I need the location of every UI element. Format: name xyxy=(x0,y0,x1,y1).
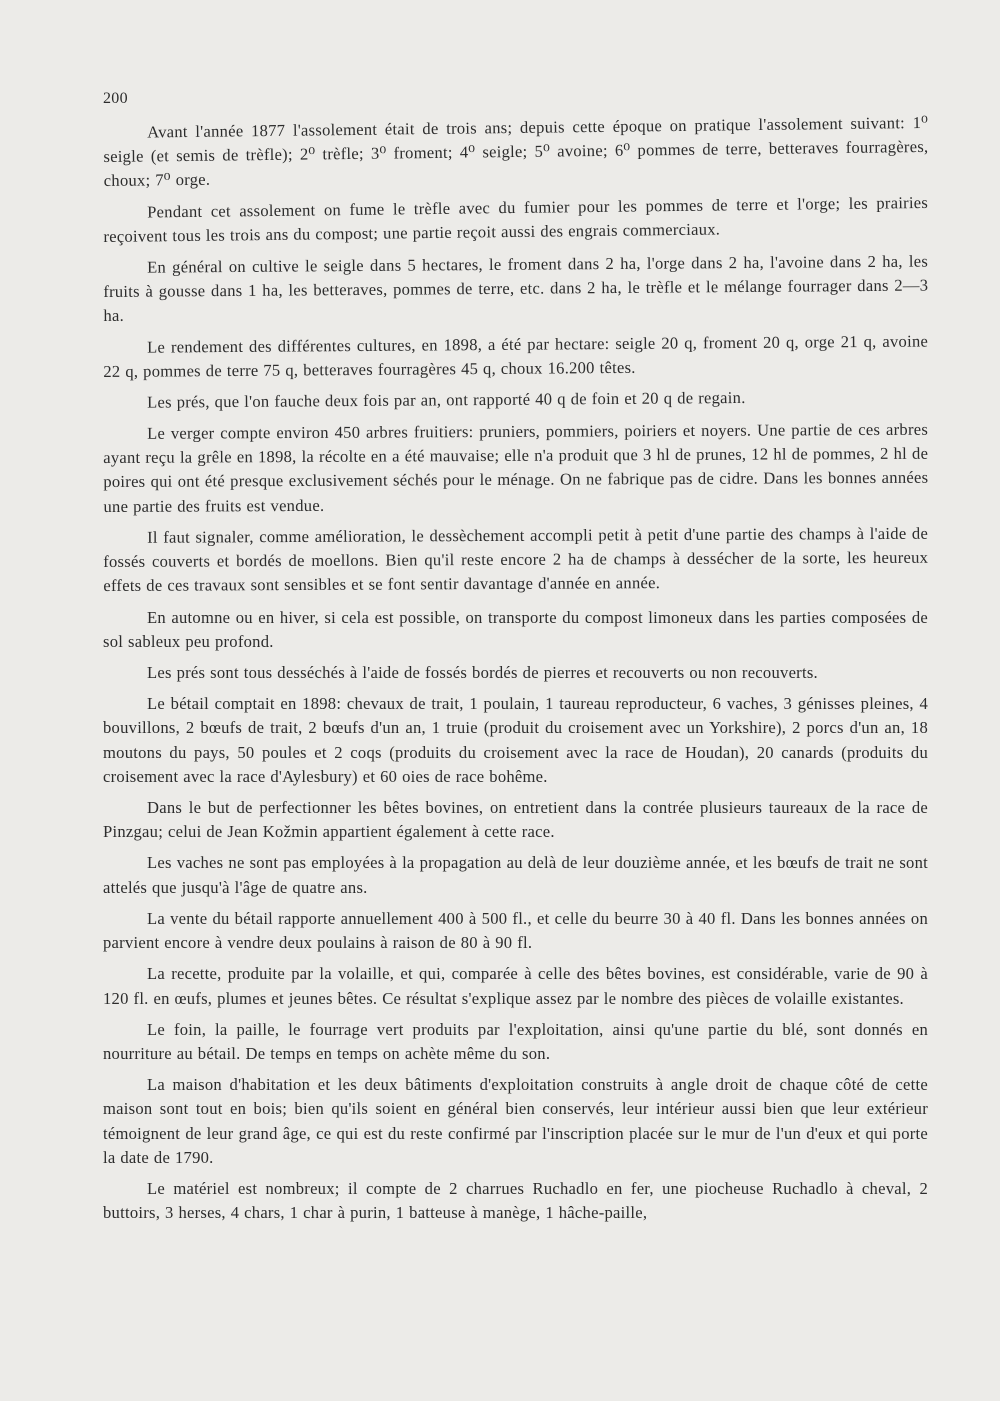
paragraph-fertilization: Pendant cet assolement on fume le trèfle avec du fumier pour les pommes de terre et l'orge; les prairies reçoivent tous les trois ans du compost; une partie reçoit aussi des engrais commerciaux. xyxy=(103,192,929,246)
paragraph-cattle-age: Les vaches ne sont pas employées à la propagation au delà de leur douzième année, et les bœufs de trait ne sont attelés que jusqu'à l'âge de quatre ans. xyxy=(103,853,928,897)
text-body xyxy=(103,112,929,1225)
paragraph-equipment: Le matériel est nombreux; il compte de 2 charrues Ruchadlo en fer, une piocheuse Ruchadlo à cheval, 2 buttoirs, 3 herses, 4 chars, 1 char à purin, 1 batteuse à manège, 1 hâche-paille, xyxy=(103,1178,928,1223)
paragraph-poultry-revenue: La recette, produite par la volaille, et qui, comparée à celle des bêtes bovines, est considérable, varie de 90 à 120 fl. en œufs, plumes et jeunes bêtes. Ce résultat s'explique assez par le nombre des pièces de volaille existantes. xyxy=(103,964,928,1008)
page-number: 200 xyxy=(103,90,128,107)
paragraph-compost-transport: En automne ou en hiver, si cela est possible, on transporte du compost limoneux dans les parties composées de sol sableux peu profond. xyxy=(103,607,928,651)
paragraph-meadows-hay: Les prés, que l'on fauche deux fois par an, ont rapporté 40 q de foin et 20 q de regain. xyxy=(147,387,746,412)
paragraph-livestock-sales: La vente du bétail rapporte annuellement 400 à 500 fl., et celle du beurre 30 à 40 fl. Dans les bonnes années on parvient encore à vendre deux poulains à raison de 80 à 90 fl. xyxy=(103,908,928,953)
paragraph-cattle-breeding: Dans le but de perfectionner les bêtes bovines, on entretient dans la contrée plusieurs taureaux de la race de Pinzgau; celui de Jean Kožmin appartient également à cette race. xyxy=(103,798,928,842)
paragraph-meadows-drainage: Les prés sont tous desséchés à l'aide de fossés bordés de pierres et recouverts ou non recouverts. xyxy=(147,663,818,683)
paragraph-crop-rotation: Avant l'année 1877 l'assolement était de trois ans; depuis cette époque on pratique l'assolement suivant: 1⁰ seigle (et semis de trèfle); 2⁰ trèfle; 3⁰ froment; 4⁰ seigle; 5⁰ avoine; 6⁰ pommes de terre, betteraves fourragères, choux; 7⁰ orge. xyxy=(103,112,929,191)
paragraph-drainage-improvement: Il faut signaler, comme amélioration, le dessèchement accompli petit à petit d'une partie des champs à l'aide de fossés couverts et bordés de moellons. Bien qu'il reste encore 2 ha de champs à dessécher de la sorte, les heureux effets de ces travaux sont sensibles et se font sentir davantage d'année en année. xyxy=(103,523,929,596)
paragraph-buildings: La maison d'habitation et les deux bâtiments d'exploitation construits à angle droit de chaque côté de cette maison sont tout en bois; bien qu'ils soient en général bien conservés, leur intérieur aussi bien que leur extérieur témoignent de leur grand âge, ce qui est du reste confirmé par l'inscription placée sur le mur de l'un d'eux et qui porte la date de 1790. xyxy=(103,1075,928,1167)
paragraph-feeding: Le foin, la paille, le fourrage vert produits par l'exploitation, ainsi qu'une partie du blé, sont donnés en nourriture au bétail. De temps en temps on achète même du son. xyxy=(103,1019,928,1063)
paragraph-livestock: Le bétail comptait en 1898: chevaux de trait, 1 poulain, 1 taureau reproducteur, 6 vaches, 3 génisses pleines, 4 bouvillons, 2 bœufs de trait, 2 bœufs d'un an, 1 truie (produit du croisement avec un Yorkshire), 2 porcs d'un an, 18 moutons du pays, 50 poules et 2 coqs (produits du croisement avec la race de Houdan), 20 canards (produits du croisement avec la race d'Aylesbury) et 60 oies de race bohême. xyxy=(103,694,928,786)
paragraph-orchard: Le verger compte environ 450 arbres fruitiers: pruniers, pommiers, poiriers et noyers. Une partie de ces arbres ayant reçu la grêle en 1898, la récolte en a été mauvaise; elle n'a produit que 3 hl de prunes, 12 hl de pommes, 2 hl de poires qui ont été presque exclusivement séchés pour le ménage. On ne fabrique pas de cidre. Dans les bonnes années une partie des fruits est vendue. xyxy=(103,419,929,516)
paragraph-crop-areas: En général on cultive le seigle dans 5 hectares, le froment dans 2 ha, l'orge dans 2 ha, l'avoine dans 2 ha, les fruits à gousse dans 1 ha, les betteraves, pommes de terre, etc. dans 2 ha, le trèfle et le mélange fourrager dans 2—3 ha. xyxy=(103,251,929,326)
paragraph-yields: Le rendement des différentes cultures, en 1898, a été par hectare: seigle 20 q, froment 20 q, orge 21 q, avoine 22 q, pommes de terre 75 q, betteraves fourragères 45 q, choux 16.200 têtes. xyxy=(103,331,929,381)
